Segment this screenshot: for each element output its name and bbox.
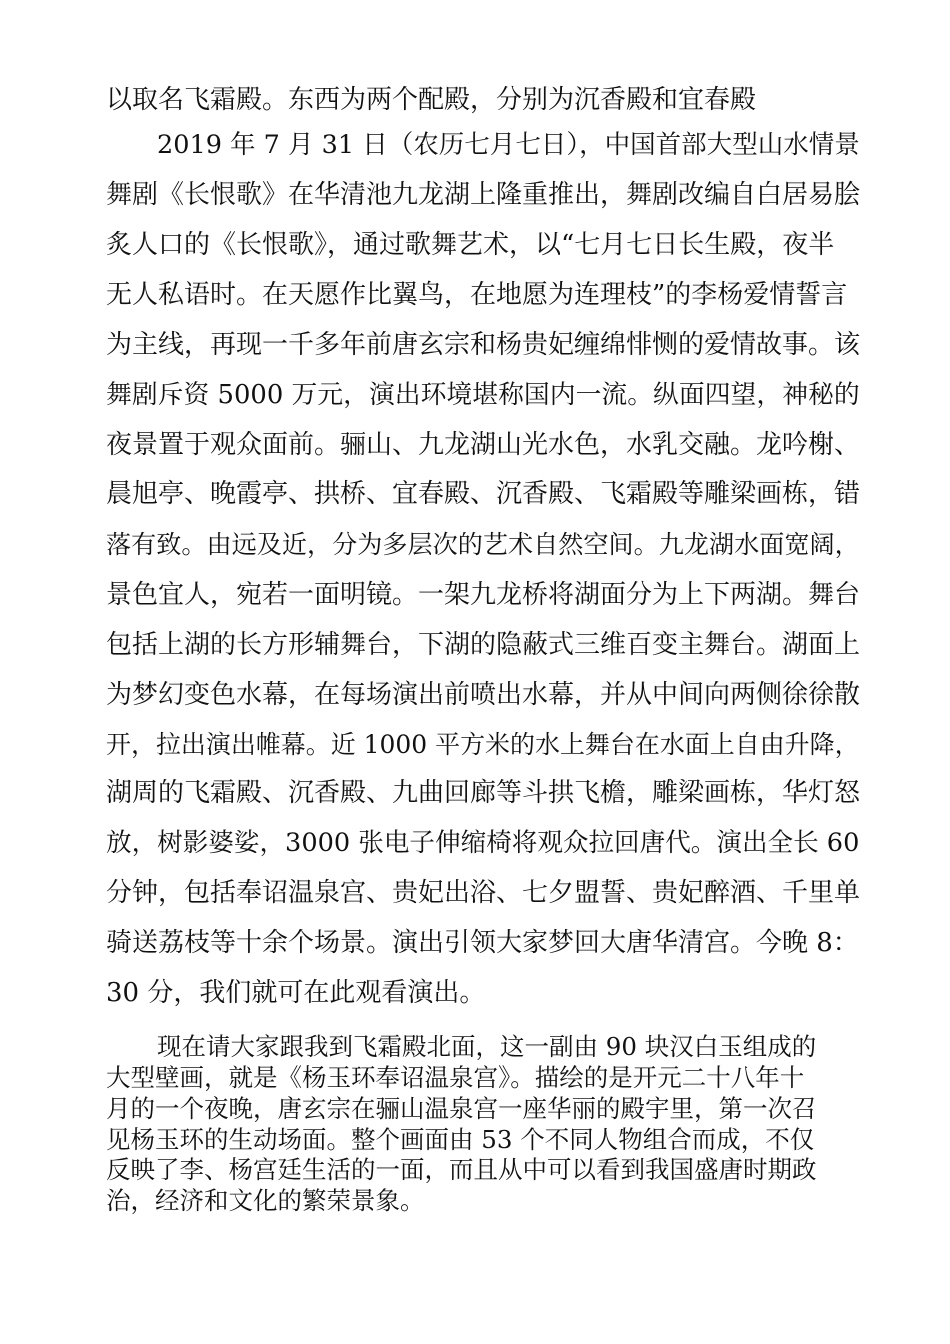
text-line: 湖周的飞霜殿、沉香殿、九曲回廊等斗拱飞檐，雕梁画栋，华灯怒 — [106, 778, 861, 808]
text-line: 反映了李、杨宫廷生活的一面，而且从中可以看到我国盛唐时期政 — [106, 1155, 817, 1184]
text-line: 为主线，再现一千多年前唐玄宗和杨贵妃缠绵悱恻的爱情故事。该 — [106, 330, 861, 360]
text-line: 大型壁画，就是《杨玉环奉诏温泉宫》。描绘的是开元二十八年十 — [106, 1063, 805, 1092]
text-line: 放，树影婆娑，3000 张电子伸缩椅将观众拉回唐代。演出全长 60 — [106, 828, 860, 858]
text-line: 夜景置于观众面前。骊山、九龙湖山光水色，水乳交融。龙吟榭、 — [106, 430, 861, 460]
text-line: 为梦幻变色水幕，在每场演出前喷出水幕，并从中间向两侧徐徐散 — [106, 680, 861, 710]
text-line: 晨旭亭、晚霞亭、拱桥、宜春殿、沉香殿、飞霜殿等雕梁画栋，错 — [106, 479, 861, 509]
text-line: 景色宜人，宛若一面明镜。一架九龙桥将湖面分为上下两湖。舞台 — [106, 580, 861, 610]
text-line: 无人私语时。在天愿作比翼鸟，在地愿为连理枝”的李杨爱情誓言 — [106, 280, 848, 310]
text-line: 治，经济和文化的繁荣景象。 — [106, 1186, 425, 1215]
text-line: 现在请大家跟我到飞霜殿北面，这一副由 90 块汉白玉组成的 — [157, 1032, 817, 1061]
text-line: 舞剧斥资 5000 万元，演出环境堪称国内一流。纵面四望，神秘的 — [106, 380, 860, 410]
text-line: 包括上湖的长方形辅舞台，下湖的隐蔽式三维百变主舞台。湖面上 — [106, 630, 861, 660]
text-line: 落有致。由远及近，分为多层次的艺术自然空间。九龙湖水面宽阔， — [106, 530, 860, 559]
text-line: 见杨玉环的生动场面。整个画面由 53 个不同人物组合而成，不仅 — [106, 1125, 815, 1154]
text-line: 炙人口的《长恨歌》，通过歌舞艺术，以“七月七日长生殿，夜半 — [106, 230, 835, 260]
text-line: 开，拉出演出帷幕。近 1000 平方米的水上舞台在水面上自由升降， — [106, 730, 860, 759]
text-line: 30 分，我们就可在此观看演出。 — [106, 978, 486, 1008]
text-line: 舞剧《长恨歌》在华清池九龙湖上隆重推出，舞剧改编自白居易脍 — [106, 180, 861, 210]
text-line: 2019 年 7 月 31 日（农历七月七日），中国首部大型山水情景 — [157, 130, 860, 160]
text-line: 分钟，包括奉诏温泉宫、贵妃出浴、七夕盟誓、贵妃醉酒、千里单 — [106, 878, 861, 908]
text-line: 骑送荔枝等十余个场景。演出引领大家梦回大唐华清宫。今晚 8： — [106, 928, 859, 958]
text-line: 月的一个夜晚，唐玄宗在骊山温泉宫一座华丽的殿宇里，第一次召 — [106, 1094, 817, 1123]
text-line: 以取名飞霜殿。东西为两个配殿，分别为沉香殿和宜春殿 — [106, 85, 757, 115]
